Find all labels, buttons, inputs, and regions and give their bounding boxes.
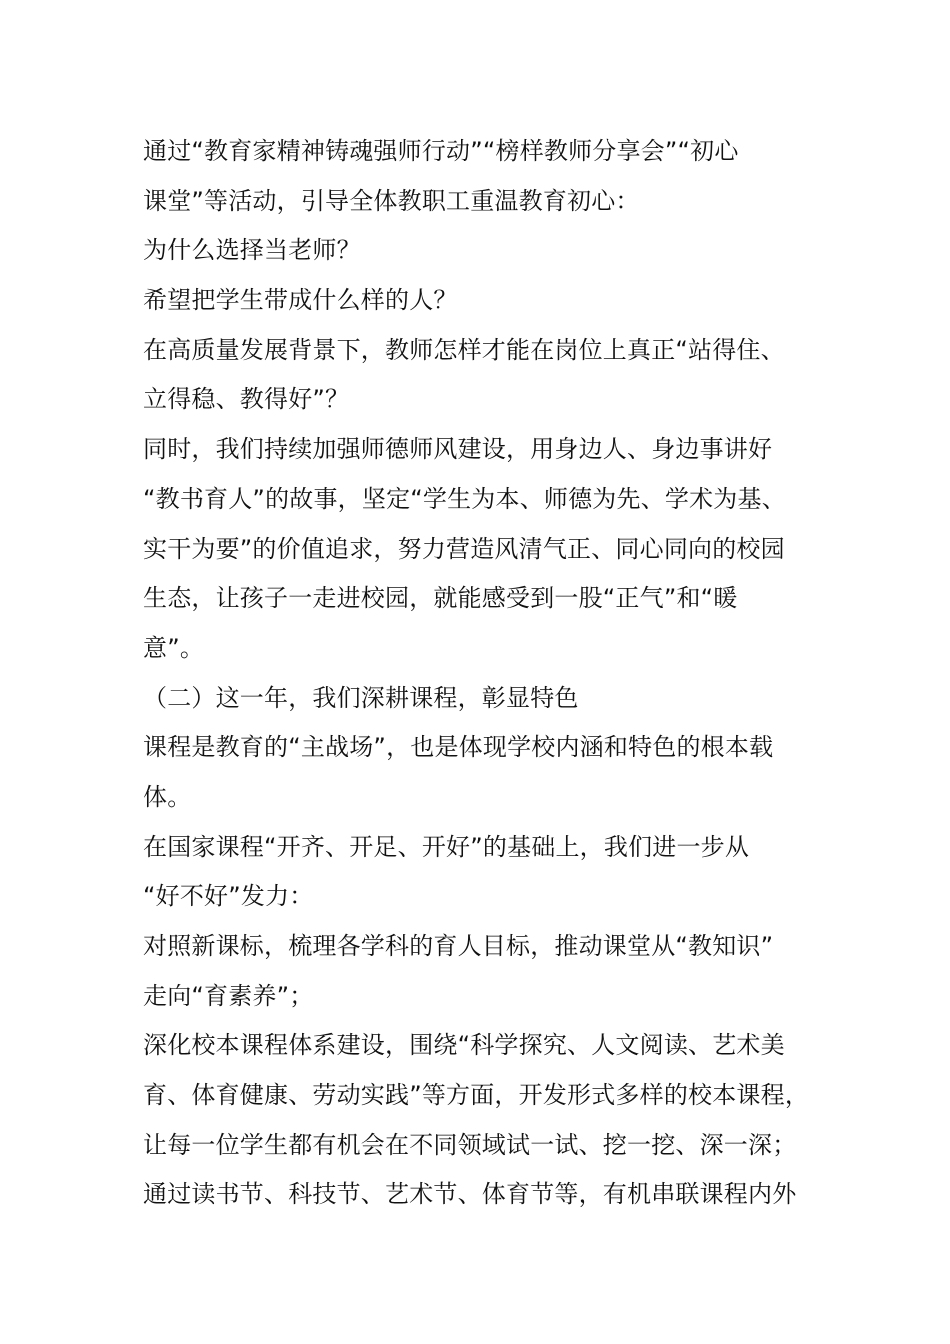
text-line: 通过读书节、科技节、艺术节、体育节等，有机串联课程内外 bbox=[143, 1180, 797, 1209]
text-line: 立得稳、教得好”？ bbox=[143, 385, 350, 414]
text-line: 为什么选择当老师？ bbox=[143, 236, 361, 265]
text-line: 在国家课程“开齐、开足、开好”的基础上，我们进一步从 bbox=[143, 832, 750, 861]
document-body bbox=[143, 127, 833, 1220]
text-line: “好不好”发力： bbox=[143, 882, 314, 911]
text-line: 意”。 bbox=[143, 633, 205, 662]
text-line: 课程是教育的“主战场”，也是体现学校内涵和特色的根本载 bbox=[143, 733, 774, 762]
text-line: 在高质量发展背景下，教师怎样才能在岗位上真正“站得住、 bbox=[143, 335, 785, 364]
text-line: “教书育人”的故事，坚定“学生为本、师德为先、学术为基、 bbox=[143, 484, 786, 513]
section-heading: （二）这一年，我们深耕课程，彰显特色 bbox=[143, 683, 579, 712]
text-line: 对照新课标，梳理各学科的育人目标，推动课堂从“教知识” bbox=[143, 932, 774, 960]
text-line: 实干为要”的价值追求，努力营造风清气正、同心同向的校园 bbox=[143, 534, 785, 563]
text-line: 走向“育素养”； bbox=[143, 981, 314, 1010]
text-line: 同时，我们持续加强师德师风建设，用身边人、身边事讲好 bbox=[143, 435, 773, 464]
text-line: 让每一位学生都有机会在不同领域试一试、挖一挖、深一深； bbox=[143, 1130, 797, 1159]
text-line: 育、体育健康、劳动实践”等方面，开发形式多样的校本课程， bbox=[143, 1081, 810, 1110]
text-line: 希望把学生带成什么样的人？ bbox=[143, 286, 458, 315]
text-line: 通过“教育家精神铸魂强师行动”“榜样教师分享会”“初心 bbox=[143, 137, 739, 165]
text-line: 深化校本课程体系建设，围绕“科学探究、人文阅读、艺术美 bbox=[143, 1031, 785, 1060]
text-line: 课堂”等活动，引导全体教职工重温教育初心： bbox=[143, 186, 640, 215]
text-line: 生态，让孩子一走进校园，就能感受到一股“正气”和“暖 bbox=[143, 584, 738, 613]
text-line: 体。 bbox=[143, 782, 192, 811]
